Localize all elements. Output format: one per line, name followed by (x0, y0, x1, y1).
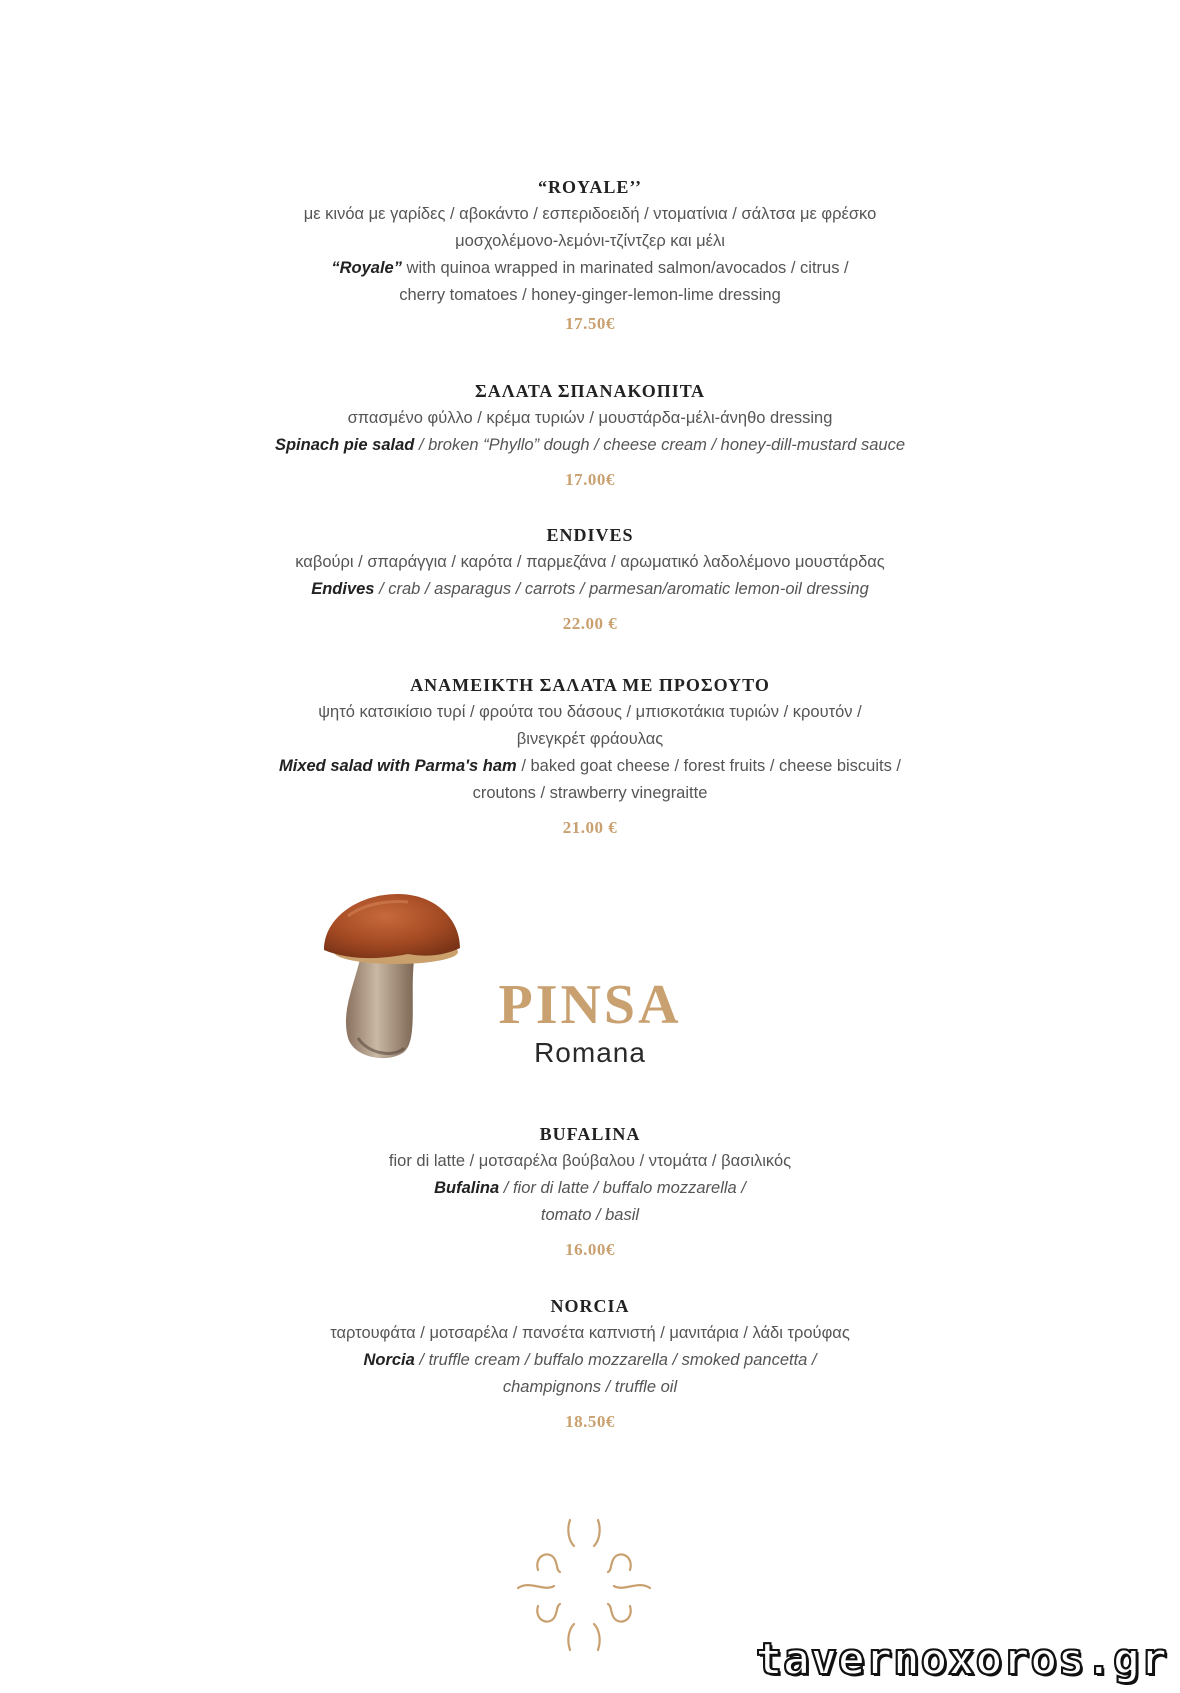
item-price: 22.00 € (562, 614, 618, 633)
menu-item-spinach-pie-salad (190, 377, 990, 495)
item-title: “ROYALE’’ (537, 177, 642, 197)
item-english-description: champignons / truffle oil (502, 1378, 678, 1396)
item-price: 17.50€ (565, 314, 615, 333)
item-english-text: / broken “Phyllo” dough / cheese cream / honey-dill-mustard sauce (414, 436, 906, 454)
section-subtitle: Romana (534, 1037, 646, 1068)
menu-item-norcia (190, 1292, 990, 1437)
item-price: 21.00 € (562, 818, 618, 837)
item-english-text: with quinoa wrapped in marinated salmon/avocados / citrus / (401, 259, 849, 277)
item-english-text: / fior di latte / buffalo mozzarella / (499, 1179, 746, 1197)
item-english-name: Endives (311, 580, 375, 598)
item-title: ΑΝΑΜΕΙΚΤΗ ΣΑΛΑΤΑ ΜΕ ΠΡΟΣΟΥΤΟ (410, 675, 770, 695)
item-english-text: / crab / asparagus / carrots / parmesan/aromatic lemon-oil dressing (374, 580, 869, 598)
item-english-description: croutons / strawberry vinegraitte (472, 784, 708, 802)
item-greek-description: μοσχολέμονο-λεμόνι-τζίντζερ και μέλι (455, 232, 725, 250)
menu-item-royale (190, 173, 990, 339)
item-english-description (190, 1347, 990, 1374)
item-english-name: “Royale” (331, 259, 402, 277)
item-title: NORCIA (550, 1296, 630, 1316)
item-english-description: tomato / basil (540, 1206, 640, 1224)
item-english-description (190, 432, 990, 459)
section-header-pinsa (440, 975, 740, 1071)
item-greek-description: σπασμένο φύλλο / κρέμα τυριών / μουστάρδα-μέλι-άνηθο dressing (347, 409, 833, 427)
item-english-text: / truffle cream / buffalo mozzarella / smoked pancetta / (414, 1351, 817, 1369)
item-english-name: Bufalina (434, 1179, 500, 1197)
item-title: ΣΑΛΑΤΑ ΣΠΑΝΑΚΟΠΙΤΑ (475, 381, 705, 401)
watermark: tavernoxoros.gr (755, 1634, 1168, 1685)
menu-item-mixed-salad (190, 671, 990, 843)
item-english-description: cherry tomatoes / honey-ginger-lemon-lime dressing (399, 286, 781, 304)
item-english-description (190, 255, 990, 282)
item-price: 16.00€ (565, 1240, 615, 1259)
item-english-description (190, 753, 990, 780)
item-english-name: Spinach pie salad (274, 436, 415, 454)
item-english-text: / baked goat cheese / forest fruits / cheese biscuits / (516, 757, 902, 775)
item-title: BUFALINA (539, 1124, 641, 1144)
section-title: PINSA (498, 974, 682, 1036)
item-price: 18.50€ (565, 1412, 615, 1431)
item-price: 17.00€ (565, 470, 615, 489)
item-greek-description: ψητό κατσικίσιο τυρί / φρούτα του δάσους / μπισκοτάκια τυριών / κρουτόν / (318, 703, 862, 721)
item-greek-description: fior di latte / μοτσαρέλα βούβαλου / ντομάτα / βασιλικός (388, 1152, 792, 1170)
item-english-description (190, 1175, 990, 1202)
menu-item-endives (190, 521, 990, 639)
item-greek-description: με κινόα με γαρίδες / αβοκάντο / εσπεριδοειδή / ντοματίνια / σάλτσα με φρέσκο (303, 205, 877, 223)
decorative-ornament-icon (514, 1510, 654, 1660)
item-english-name: Norcia (363, 1351, 415, 1369)
item-greek-description: βινεγκρέτ φράουλας (516, 730, 664, 748)
menu-item-bufalina (190, 1120, 990, 1265)
item-greek-description: ταρτουφάτα / μοτσαρέλα / πανσέτα καπνιστή / μανιτάρια / λάδι τρούφας (330, 1324, 850, 1342)
item-english-name: Mixed salad with Parma's ham (278, 757, 517, 775)
item-title: ENDIVES (546, 525, 634, 545)
item-english-description (190, 576, 990, 603)
item-greek-description: καβούρι / σπαράγγια / καρότα / παρμεζάνα / αρωματικό λαδολέμονο μουστάρδας (295, 553, 885, 571)
